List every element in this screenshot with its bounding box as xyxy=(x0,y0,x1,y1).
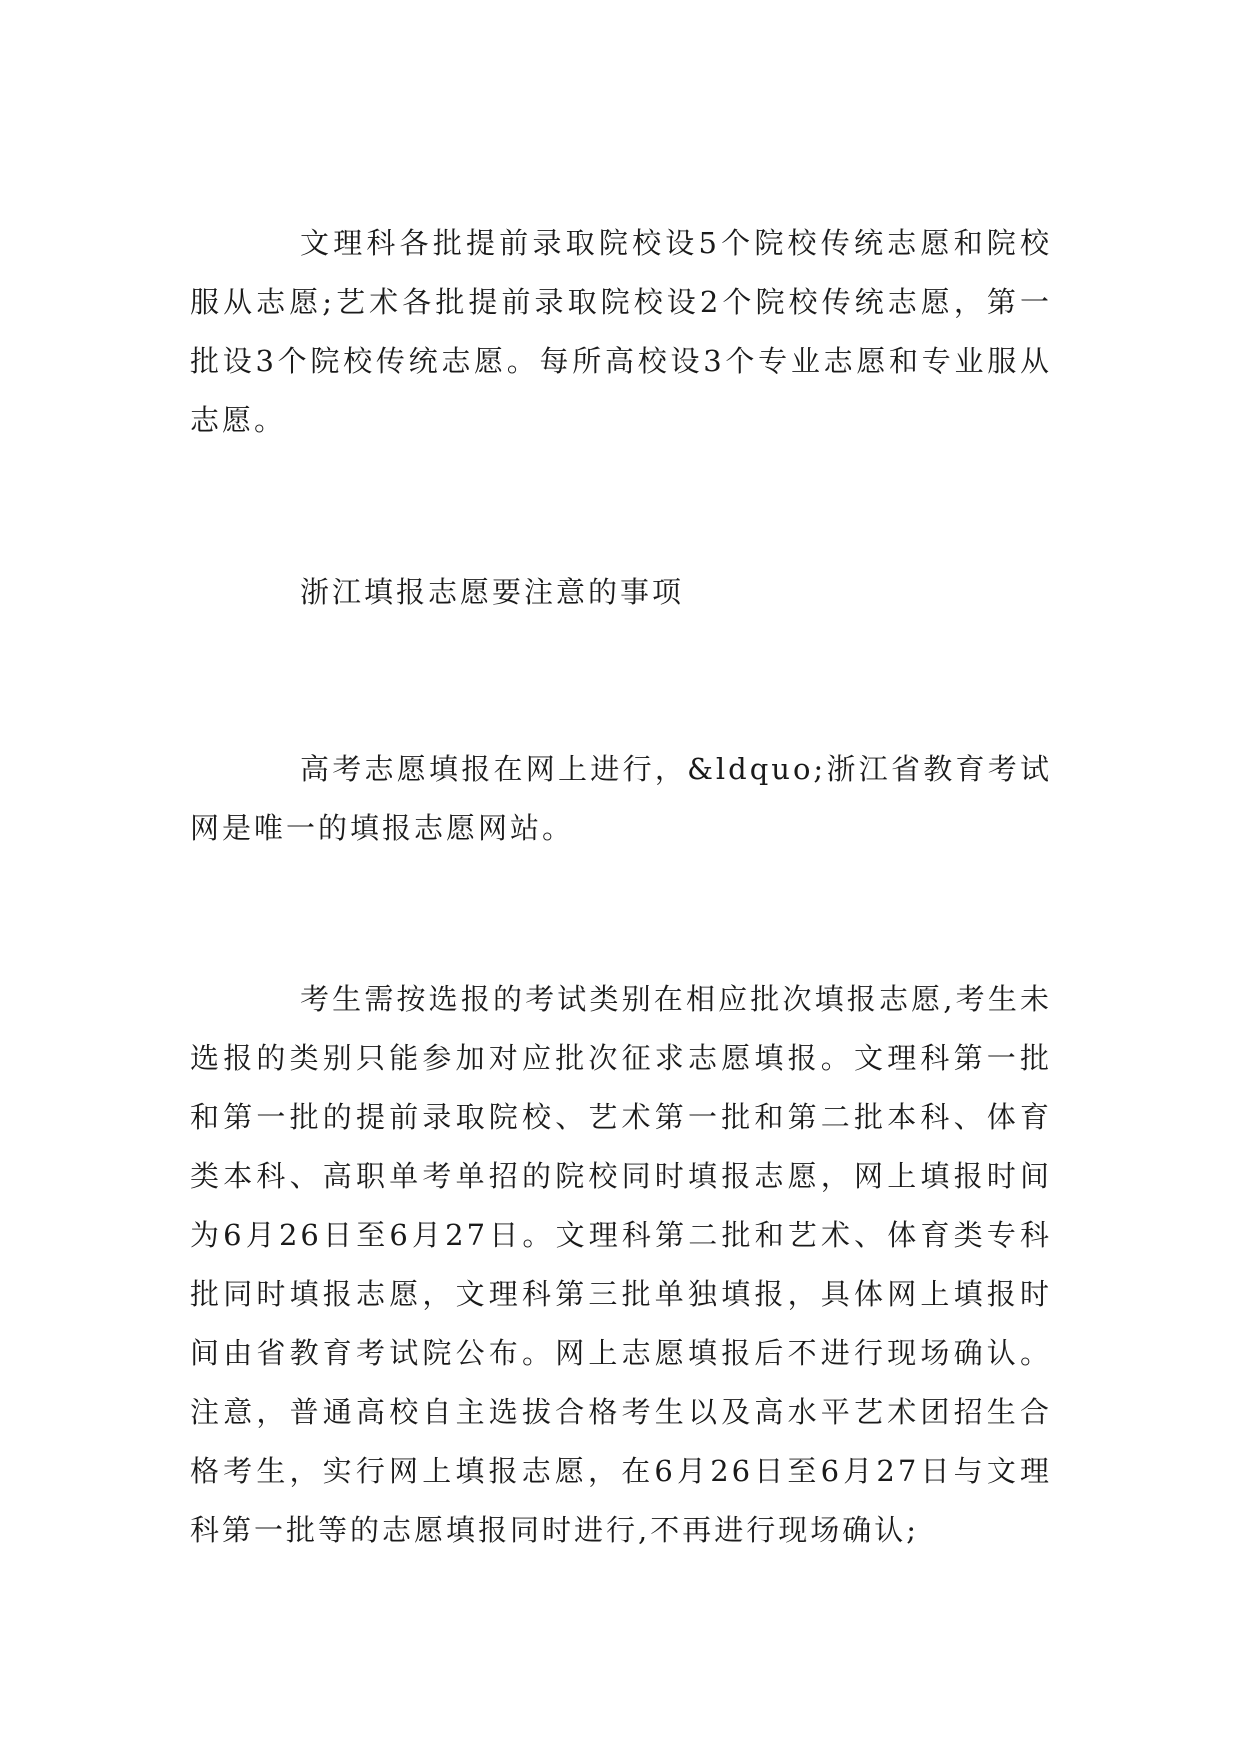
paragraph-online-filing: 高考志愿填报在网上进行，&ldquo;浙江省教育考试网是唯一的填报志愿网站。 xyxy=(190,752,1052,845)
paragraph-filing-schedule: 考生需按选报的考试类别在相应批次填报志愿,考生未选报的类别只能参加对应批次征求志愿填报。文理科第一批和第一批的提前录取院校、艺术第一批和第二批本科、体育类本科、高职单考单招的院校同时填报志愿，网上填报时间为6月26日至6月27日。文理科第二批和艺术、体育类专科批同时填报志愿，文理科第三批单独填报，具体网上填报时间由省教育考试院公布。网上志愿填报后不进行现场确认。注意，普通高校自主选拔合格考生以及高水平艺术团招生合格考生，实行网上填报志愿，在6月26日至6月27日与文理科第一批等的志愿填报同时进行,不再进行现场确认; xyxy=(190,982,1052,1547)
section-heading-precautions: 浙江填报志愿要注意的事项 xyxy=(300,575,685,609)
paragraph-volunteer-settings: 文理科各批提前录取院校设5个院校传统志愿和院校服从志愿;艺术各批提前录取院校设2个院校传统志愿，第一批设3个院校传统志愿。每所高校设3个专业志愿和专业服从志愿。 xyxy=(190,226,1052,437)
